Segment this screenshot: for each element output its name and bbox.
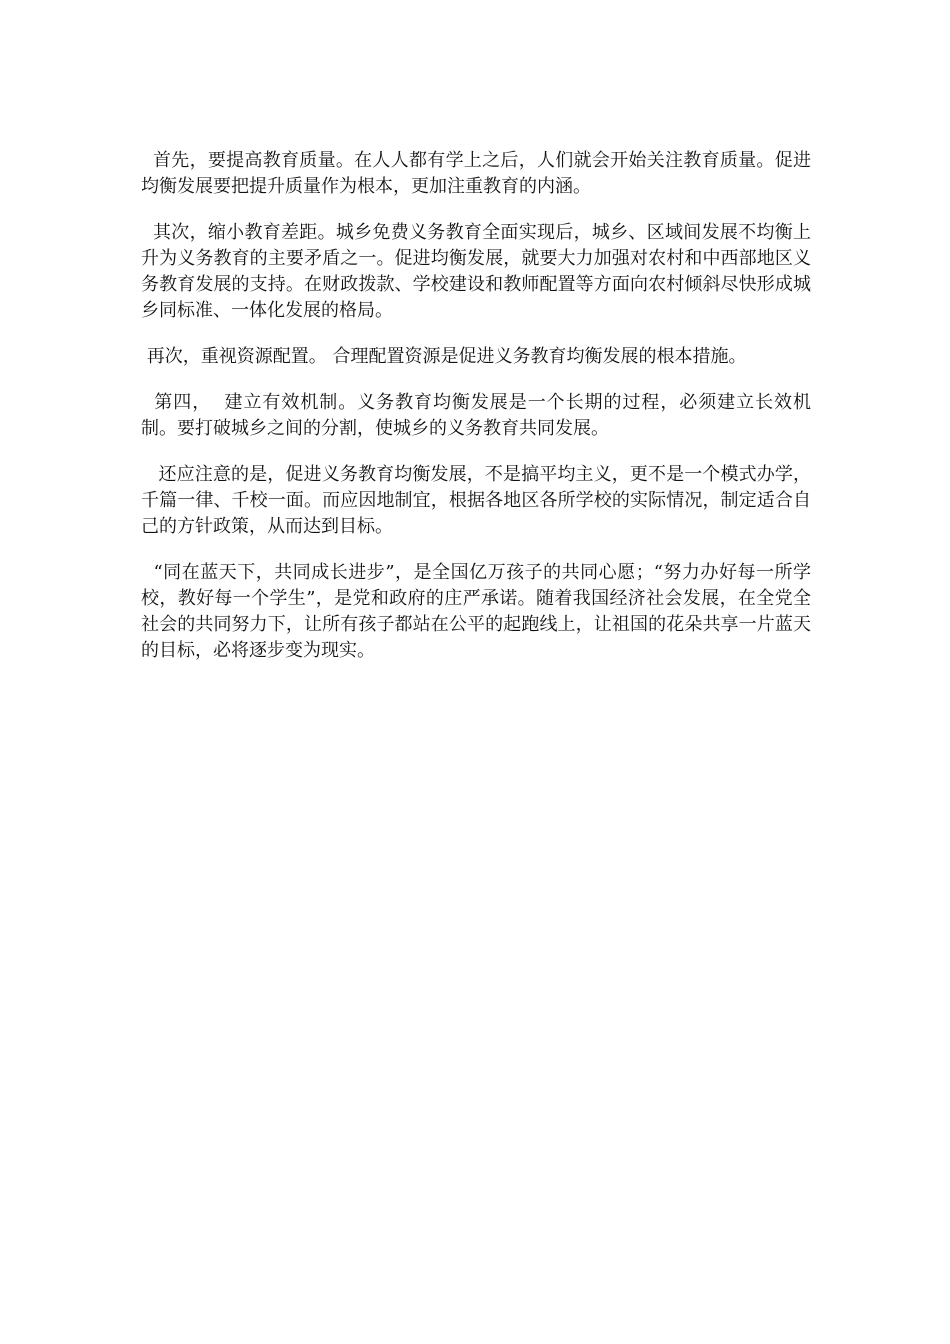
paragraph-quality: 首先，要提高教育质量。在人人都有学上之后，人们就会开始关注教育质量。促进均衡发展要把提升质量作为根本，更加注重教育的内涵。 (141, 150, 811, 197)
document-body (141, 148, 811, 684)
paragraph-resources: 再次，重视资源配置。 合理配置资源是促进义务教育均衡发展的根本措施。 (141, 346, 747, 367)
paragraph-conclusion: “同在蓝天下，共同成长进步”，是全国亿万孩子的共同心愿；“努力办好每一所学校，教好每一个学生”，是党和政府的庄严承诺。随着我国经济社会发展，在全党全社会的共同努力下，让所有孩子都站在公平的起跑线上，让祖国的花朵共享一片蓝天的目标，必将逐步变为现实。 (141, 562, 811, 661)
paragraph-note: 还应注意的是，促进义务教育均衡发展，不是搞平均主义，更不是一个模式办学，千篇一律、千校一面。而应因地制宜，根据各地区各所学校的实际情况，制定适合自己的方针政策，从而达到目标。 (141, 464, 811, 537)
paragraph-mechanism: 第四， 建立有效机制。义务教育均衡发展是一个长期的过程，必须建立长效机制。要打破城乡之间的分割，使城乡的义务教育共同发展。 (141, 392, 811, 439)
paragraph-gap: 其次，缩小教育差距。城乡免费义务教育全面实现后，城乡、区域间发展不均衡上升为义务教育的主要矛盾之一。促进均衡发展，就要大力加强对农村和中西部地区义务教育发展的支持。在财政拨款、学校建设和教师配置等方面向农村倾斜尽快形成城乡同标准、一体化发展的格局。 (141, 222, 811, 321)
